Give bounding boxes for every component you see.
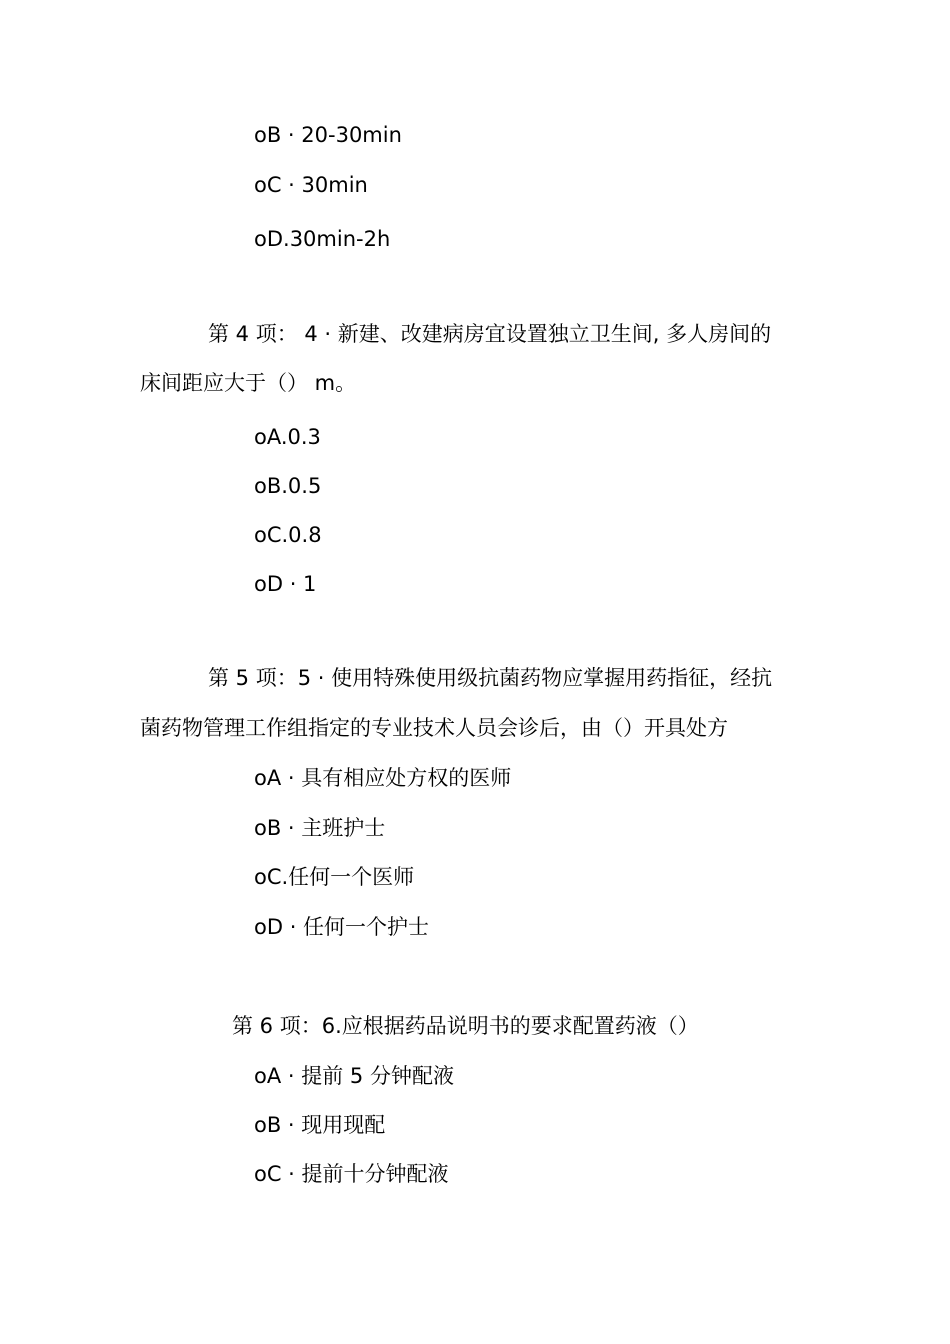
q4-option-b: oB.0.5 [254, 474, 322, 498]
q3-option-b: oB · 20-30min [254, 123, 402, 147]
q6-option-c: oC · 提前十分钟配液 [254, 1162, 449, 1186]
q5-stem-line2: 菌药物管理工作组指定的专业技术人员会诊后，由（）开具处方 [140, 716, 728, 740]
q4-option-c: oC.0.8 [254, 523, 322, 547]
q5-stem-line1: 第 5 项：5 · 使用特殊使用级抗菌药物应掌握用药指征，经抗 [208, 666, 773, 690]
q4-option-a: oA.0.3 [254, 425, 321, 449]
q6-option-b: oB · 现用现配 [254, 1113, 386, 1137]
q6-stem: 第 6 项：6.应根据药品说明书的要求配置药液（） [232, 1014, 699, 1038]
q4-option-d: oD · 1 [254, 572, 317, 596]
q5-option-a: oA · 具有相应处方权的医师 [254, 766, 512, 790]
q6-option-a: oA · 提前 5 分钟配液 [254, 1064, 454, 1088]
q5-option-c: oC.任何一个医师 [254, 865, 415, 889]
q3-option-d: oD.30min-2h [254, 227, 391, 251]
q4-stem-line2: 床间距应大于（） m。 [140, 371, 357, 395]
q5-option-d: oD · 任何一个护士 [254, 915, 430, 939]
q4-stem-line1: 第 4 项： 4 · 新建、改建病房宜设置独立卫生间, 多人房间的 [208, 322, 772, 346]
q5-option-b: oB · 主班护士 [254, 816, 386, 840]
q3-option-c: oC · 30min [254, 173, 368, 197]
